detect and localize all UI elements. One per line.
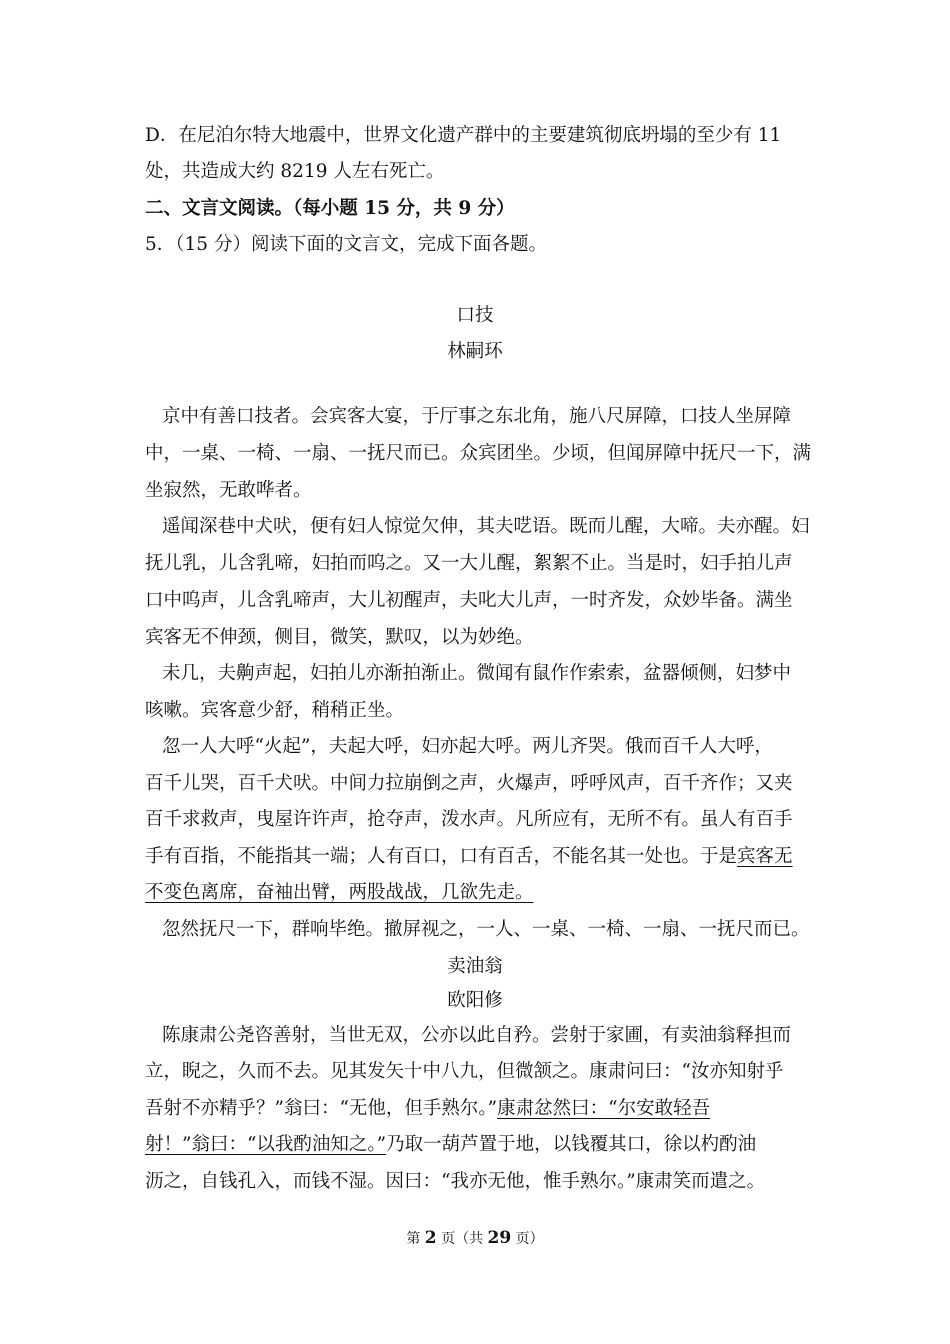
text1-author: 林嗣环 [447, 341, 503, 362]
text2-title: 卖油翁 [447, 956, 503, 977]
text2-line-plain: 吾射不亦精乎？”翁曰：“无他，但手熟尔。” [145, 1098, 498, 1119]
text1-line [145, 841, 825, 873]
text2-line: 沥之，自钱孔入，而钱不湿。因曰：“我亦无他，惟手熟尔。”康肃笑而遣之。 [145, 1171, 766, 1192]
text2-line: 立，睨之，久而不去。见其发矢十中八九，但微颔之。康肃问曰：“汝亦知射乎 [145, 1061, 784, 1082]
section-heading: 二、文言文阅读。（每小题 15 分，共 9 分） [145, 198, 515, 219]
text1-line: 未几，夫齁声起，妇拍儿亦渐拍渐止。微闻有鼠作作索索，盆器倾侧，妇梦中 [162, 663, 792, 684]
text2-line: 陈康肃公尧咨善射，当世无双，公亦以此自矜。尝射于家圃，有卖油翁释担而 [162, 1025, 792, 1046]
text2-line [145, 1129, 825, 1161]
text1-line: 咳嗽。宾客意少舒，稍稍正坐。 [145, 700, 405, 721]
text1-line: 宾客无不伸颈，侧目，微笑，默叹，以为妙绝。 [145, 627, 534, 648]
text1-line: 口中呜声，儿含乳啼声，大儿初醒声，夫叱大儿声，一时齐发，众妙毕备。满坐 [145, 590, 793, 611]
text1-line: 忽一人大呼“火起”，夫起大呼，妇亦起大呼。两儿齐哭。俄而百千人大呼， [162, 736, 773, 757]
underlined-passage: 射！”翁曰：“以我酌油知之。” [145, 1134, 387, 1155]
text1-line: 中，一桌、一椅、一扇、一抚尺而已。众宾团坐。少顷，但闻屏障中抚尺一下，满 [145, 443, 812, 464]
footer-page-number: 2 [424, 1228, 437, 1248]
footer-prefix: 第 [406, 1231, 425, 1247]
underlined-passage: 康肃忿然曰：“尔安敢轻吾 [497, 1098, 711, 1119]
text1-title: 口技 [456, 305, 494, 326]
text1-line: 抚儿乳，儿含乳啼，妇拍而呜之。又一大儿醒，絮絮不止。当是时，妇手拍儿声 [145, 553, 793, 574]
text1-line: 遥闻深巷中犬吠，便有妇人惊觉欠伸，其夫呓语。既而儿醒，大啼。夫亦醒。妇 [162, 516, 810, 537]
option-d-line-1: D．在尼泊尔特大地震中，世界文化遗产群中的主要建筑彻底坍塌的至少有 11 [145, 125, 782, 146]
footer-middle: 页（共 [436, 1231, 488, 1247]
text1-line: 坐寂然，无敢哗者。 [145, 480, 312, 501]
text1-line: 京中有善口技者。会宾客大宴，于厅事之东北角，施八尺屏障，口技人坐屏障 [162, 406, 792, 427]
question-5-prompt: 5．（15 分）阅读下面的文言文，完成下面各题。 [145, 234, 547, 255]
footer-suffix: 页） [511, 1231, 544, 1247]
text2-line [145, 1093, 825, 1125]
text1-line: 百千求救声，曳屋许许声，抢夺声，泼水声。凡所应有，无所不有。虽人有百手 [145, 809, 793, 830]
underlined-passage: 宾客无 [737, 846, 793, 867]
page-footer [0, 1228, 950, 1248]
text1-line: 百千儿哭，百千犬吠。中间力拉崩倒之声，火爆声，呼呼风声，百千齐作；又夹 [145, 773, 793, 794]
text1-line: 忽然抚尺一下，群响毕绝。撤屏视之，一人、一桌、一椅、一扇、一抚尺而已。 [162, 919, 810, 940]
text2-line-plain: 乃取一葫芦置于地，以钱覆其口，徐以杓酌油 [386, 1134, 757, 1155]
text1-line-plain: 手有百指，不能指其一端；人有百口，口有百舌，不能名其一处也。于是 [145, 846, 738, 867]
text2-author: 欧阳修 [447, 990, 503, 1011]
option-d-line-2: 处，共造成大约 8219 人左右死亡。 [145, 161, 445, 182]
footer-total-pages: 29 [487, 1228, 512, 1248]
underlined-passage: 不变色离席，奋袖出臂，两股战战，几欲先走。 [145, 882, 534, 903]
